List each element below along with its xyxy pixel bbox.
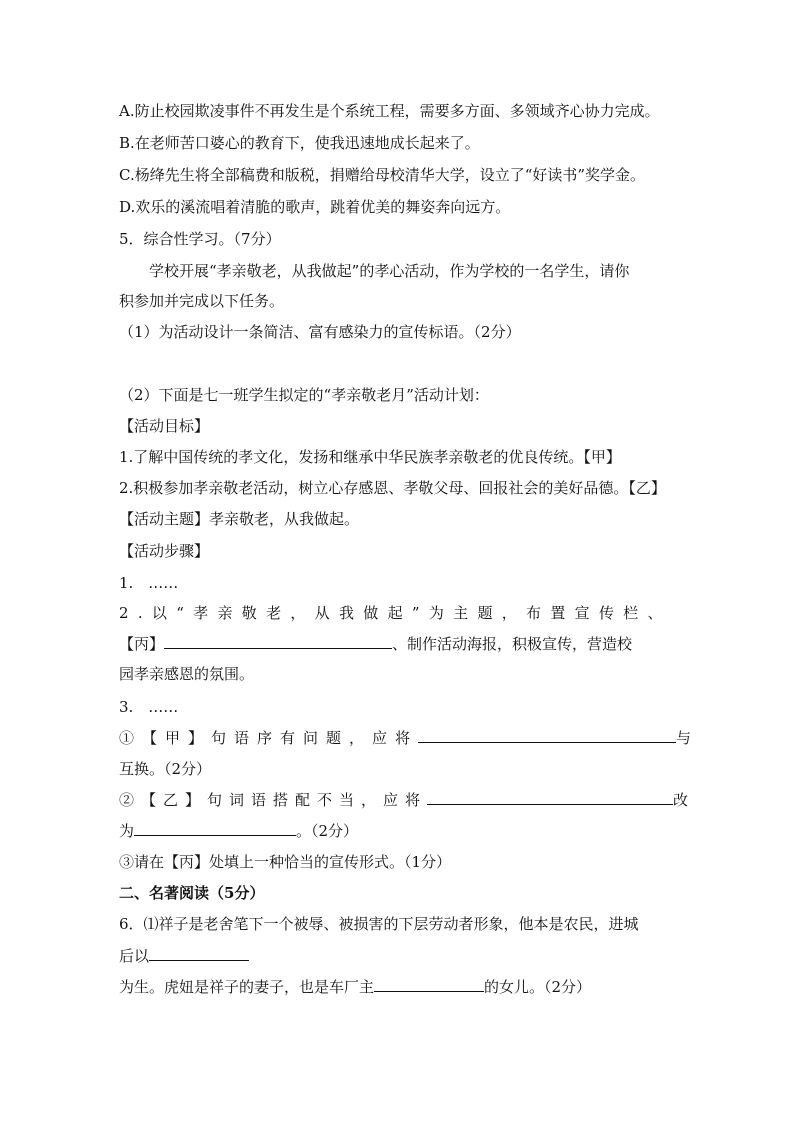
q6-line1: 6．⑴祥子是老舍笔下一个被辱、被损害的下层劳动者形象，他本是农民，进城 [119, 915, 639, 933]
step-2-line2 [119, 634, 632, 654]
task-2-line2 [119, 821, 358, 841]
task-1-line1 [119, 728, 691, 748]
q6-line3-prefix: 为生。虎妞是祥子的妻子，也是车厂主 [119, 978, 375, 996]
q6-line3-suffix: 的女儿。（2分） [484, 978, 592, 996]
q5-title: 5．综合性学习。（7分） [119, 230, 281, 248]
task-2-line2-prefix: 为 [119, 822, 135, 840]
option-d: D.欢乐的溪流唱着清脆的歌声，跳着优美的舞姿奔向远方。 [119, 198, 511, 216]
q6-line3 [119, 977, 591, 997]
task-2-suffix: 改 [673, 791, 689, 809]
task-2-line2-suffix: 。（2分） [296, 822, 359, 840]
answer-blank-bing[interactable] [164, 634, 392, 649]
task-1-prompt: ①【甲】句语序有问题，应将 [119, 729, 419, 747]
step-1: 1. …… [119, 574, 179, 592]
answer-blank-task1[interactable] [418, 728, 676, 743]
answer-blank-task2b[interactable] [134, 821, 296, 836]
task-3: ③请在【丙】处填上一种恰当的宣传形式。（1分） [119, 853, 452, 871]
q5-part1: （1）为活动设计一条简洁、富有感染力的宣传标语。（2分） [119, 323, 521, 341]
q5-intro-line2: 积参加并完成以下任务。 [119, 292, 285, 310]
task-2-prompt: ②【乙】句词语搭配不当，应将 [119, 791, 428, 809]
q6-line2 [119, 946, 249, 966]
step-2-line3: 园孝亲感恩的氛围。 [119, 665, 255, 683]
task-1-line2: 互换。（2分） [119, 760, 212, 778]
section-2-title: 二、名著阅读（5分） [119, 884, 265, 902]
option-b: B.在老师苦口婆心的教育下，使我迅速地成长起来了。 [119, 134, 480, 152]
q5-part2: （2）下面是七一班学生拟定的“孝亲敬老月”活动计划： [119, 386, 489, 404]
q6-line2-prefix: 后以 [119, 947, 150, 965]
step-2-line2-rest: 、制作活动海报，积极宣传，营造校 [392, 635, 633, 653]
answer-blank-task2a[interactable] [427, 790, 673, 805]
goal-header: 【活动目标】 [119, 417, 210, 435]
option-c: C.杨绛先生将全部稿费和版税，捐赠给母校清华大学，设立了“好读书”奖学金。 [119, 166, 646, 184]
answer-blank-q6b[interactable] [374, 977, 484, 992]
step-3: 3. …… [119, 698, 179, 716]
goal-2: 2.积极参加孝亲敬老活动，树立心存感恩、孝敬父母、回报社会的美好品德。【乙】 [119, 479, 666, 497]
step-2-line1: 2.以“孝亲敬老，从我做起”为主题，布置宣传栏、 [119, 604, 672, 622]
blank-label-bing: 【丙】 [119, 635, 165, 653]
answer-blank-q6a[interactable] [149, 946, 249, 961]
task-2-line1 [119, 790, 688, 810]
q5-intro-line1: 学校开展“孝亲敬老，从我做起”的孝心活动，作为学校的一名学生，请你 [149, 262, 630, 280]
goal-1: 1.了解中国传统的孝文化，发扬和继承中华民族孝亲敬老的优良传统。【甲】 [119, 448, 621, 466]
steps-header: 【活动步骤】 [119, 542, 210, 560]
activity-theme: 【活动主题】孝亲敬老，从我做起。 [119, 510, 360, 528]
option-a: A.防止校园欺凌事件不再发生是个系统工程，需要多方面、多领域齐心协力完成。 [119, 102, 660, 120]
task-1-suffix: 与 [676, 729, 692, 747]
